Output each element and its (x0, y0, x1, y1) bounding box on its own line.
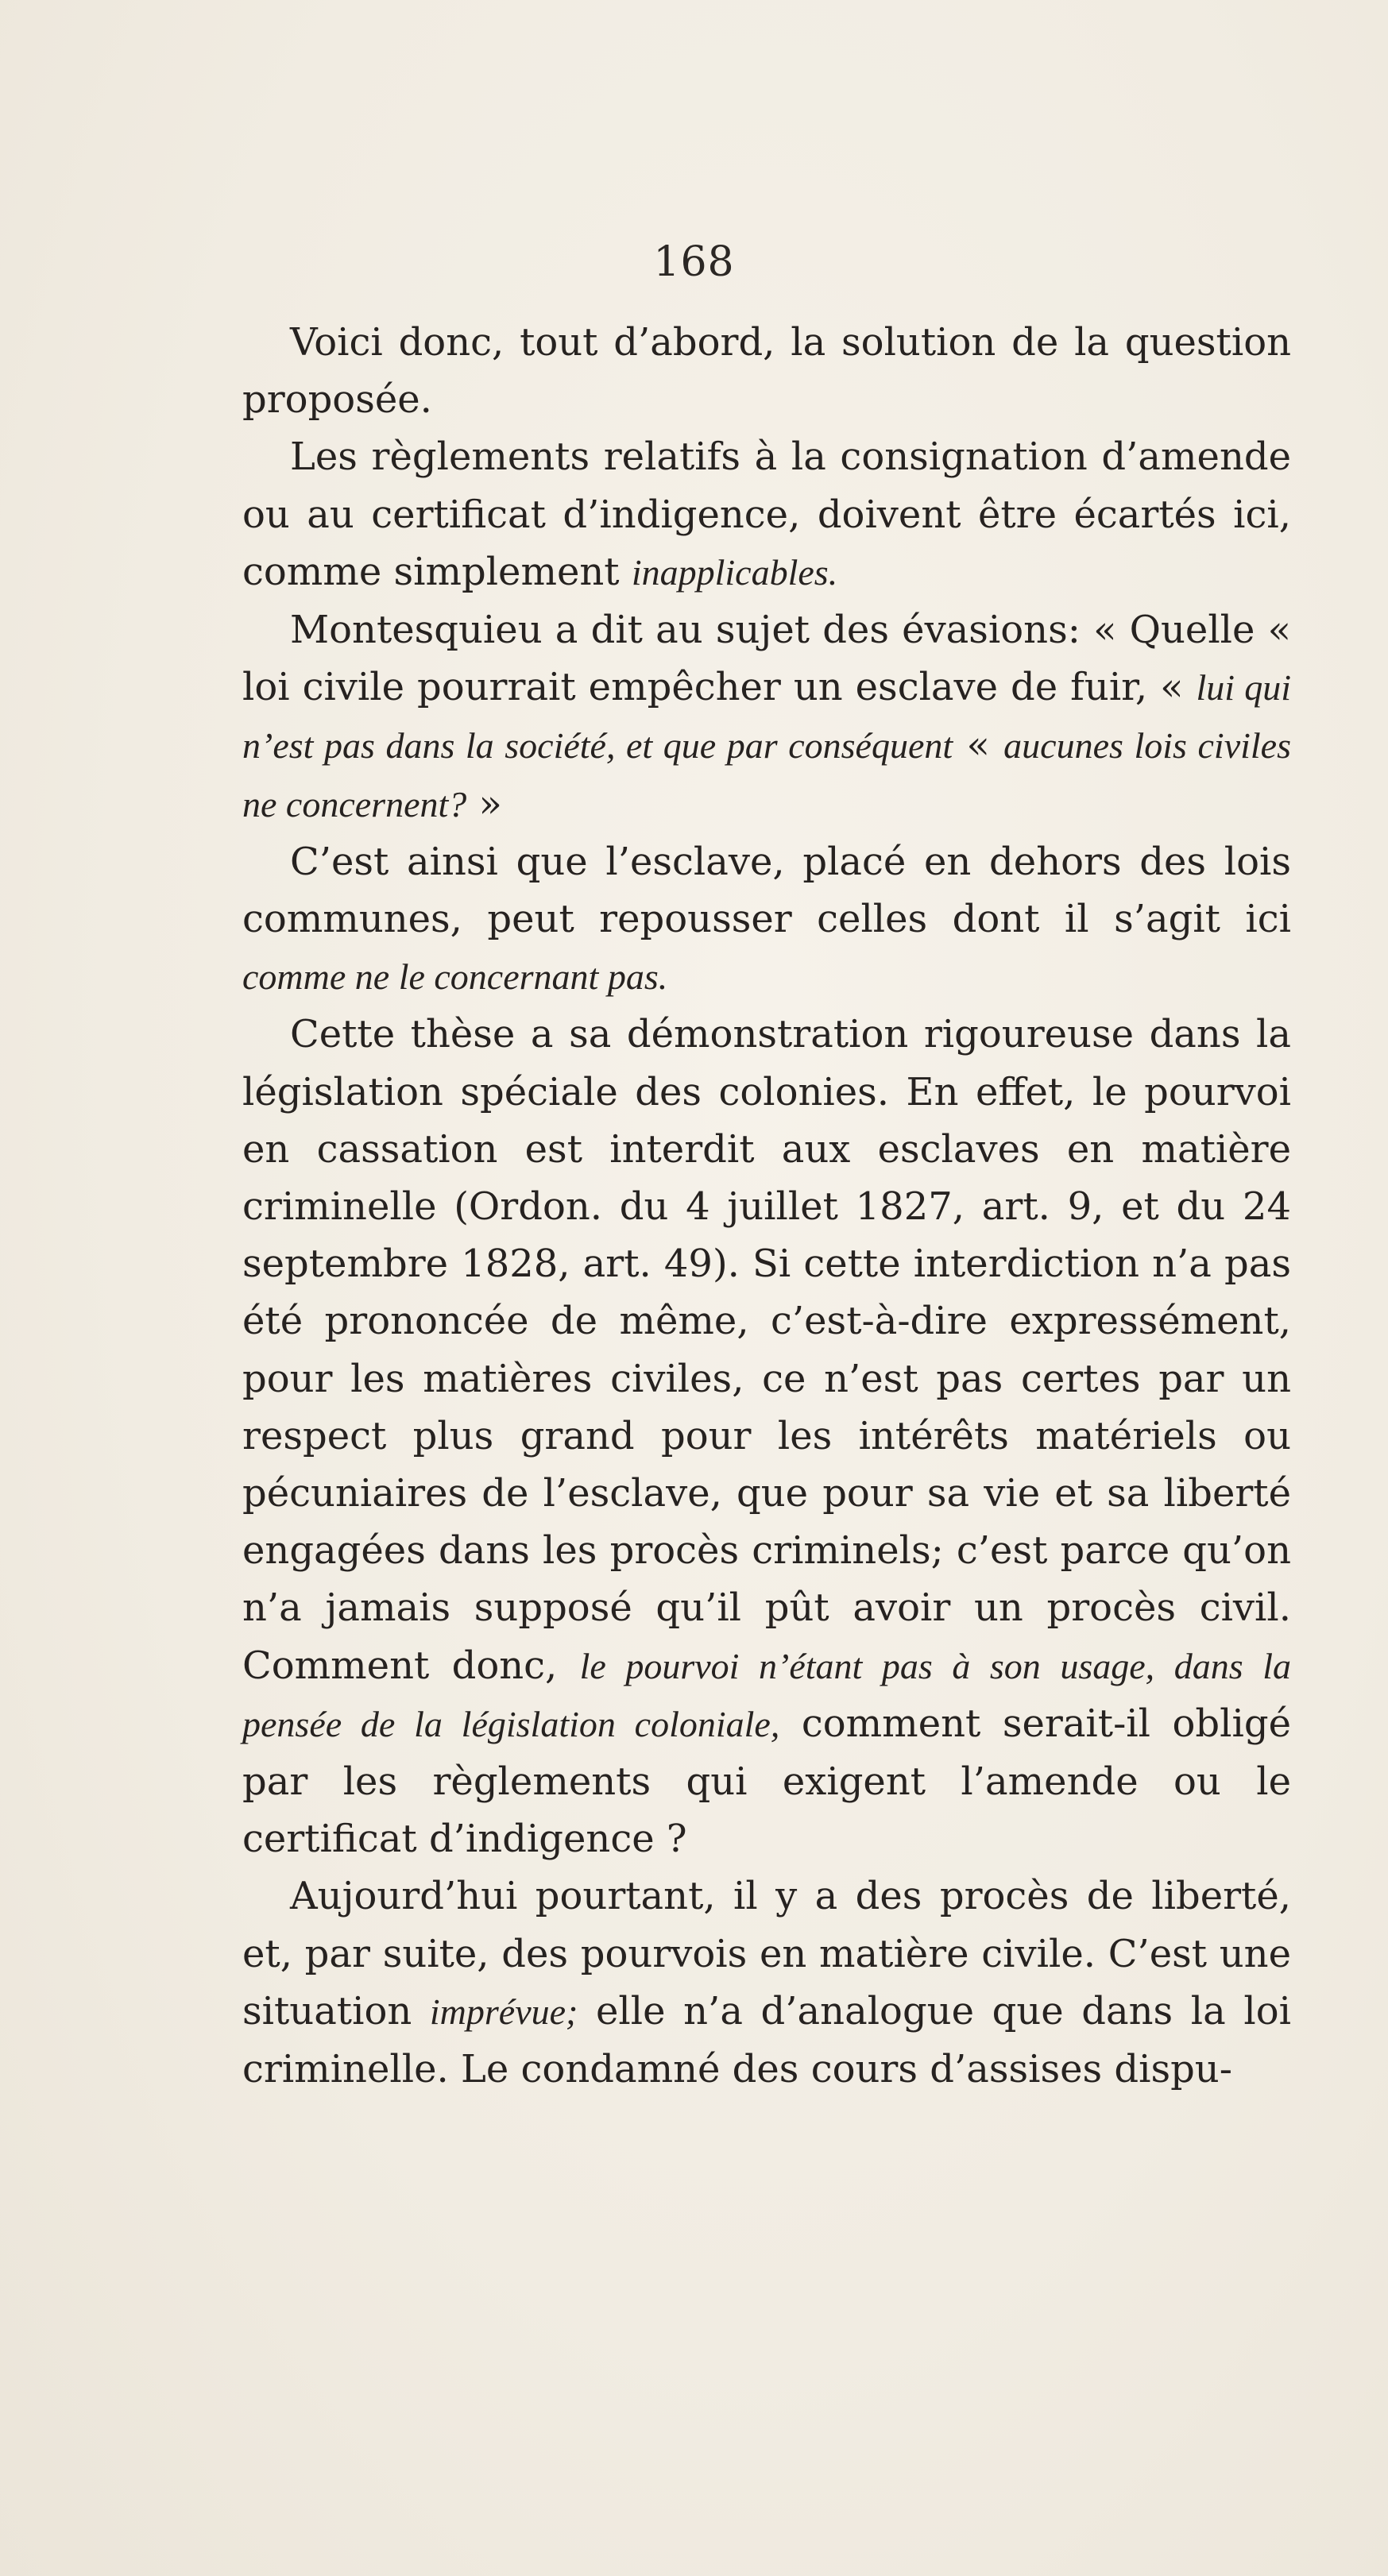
page-number: 168 (653, 238, 735, 286)
italic-segment: le pourvoi n’étant pas à son usage, dans la pensée de la législation coloniale, (242, 1645, 1291, 1744)
text-segment: » (466, 781, 502, 826)
text-segment: elle n’a d’analogue que dans la loi criminelle. Le condamné des cours d’assises dispu- (242, 1988, 1292, 2092)
paragraph (242, 428, 1291, 601)
italic-segment: lui qui n’est pas dans la société, et que par conséquent (242, 667, 1291, 767)
text-segment: Voici donc, tout d’abord, la solution de la question proposée. (242, 320, 1291, 423)
italic-segment: inapplicables. (631, 551, 838, 593)
text-segment: Cette thèse a sa démonstration rigoureuse dans la législation spéciale des colonies. En effet, le pourvoi en cassation est interdit aux esclaves en matière criminelle (Ordon. du 4 juillet 1827, art. 9, et du 24 septembre 1828, art. 49). Si cette interdiction n’a pas été prononcée de même, c’est-à-dire expressément, pour les matières civiles, ce n’est pas certes par un respect plus grand pour les intérêts matériels ou pécuniaires de l’esclave, que pour sa vie et sa liberté engagées dans les procès criminels; c’est parce qu’on n’a jamais supposé qu’il pût avoir un procès civil. Comment donc, (242, 1012, 1291, 1688)
body-text (242, 314, 1291, 2098)
paragraph (242, 1006, 1291, 1867)
text-segment: Aujourd’hui pourtant, il y a des procès de liberté, et, par suite, des pourvois en matière civile. C’est une situation (242, 1874, 1291, 2033)
italic-segment: comme ne le concernant pas. (242, 956, 668, 998)
text-segment: Montesquieu a dit au sujet des évasions: « Quelle « loi civile pourrait empêcher un esclave de fuir, « (242, 608, 1291, 710)
italic-segment: aucunes lois civiles ne concernent? (242, 725, 1291, 825)
paragraph (242, 833, 1291, 1006)
text-segment: Les règlements relatifs à la consignation d’amende ou au certificat d’indigence, doivent être écartés ici, comme simplement (242, 434, 1291, 594)
quotation-paragraph (242, 601, 1291, 833)
text-segment: comment serait-il obligé par les règlements qui exigent l’amende ou le certificat d’indigence ? (242, 1701, 1291, 1862)
text-segment: « (953, 723, 1004, 768)
paragraph (242, 1867, 1291, 2098)
italic-segment: imprévue; (429, 1991, 578, 2032)
paragraph (242, 314, 1291, 428)
text-segment: C’est ainsi que l’esclave, placé en dehors des lois communes, peut repousser celles dont il s’agit ici (242, 839, 1291, 942)
